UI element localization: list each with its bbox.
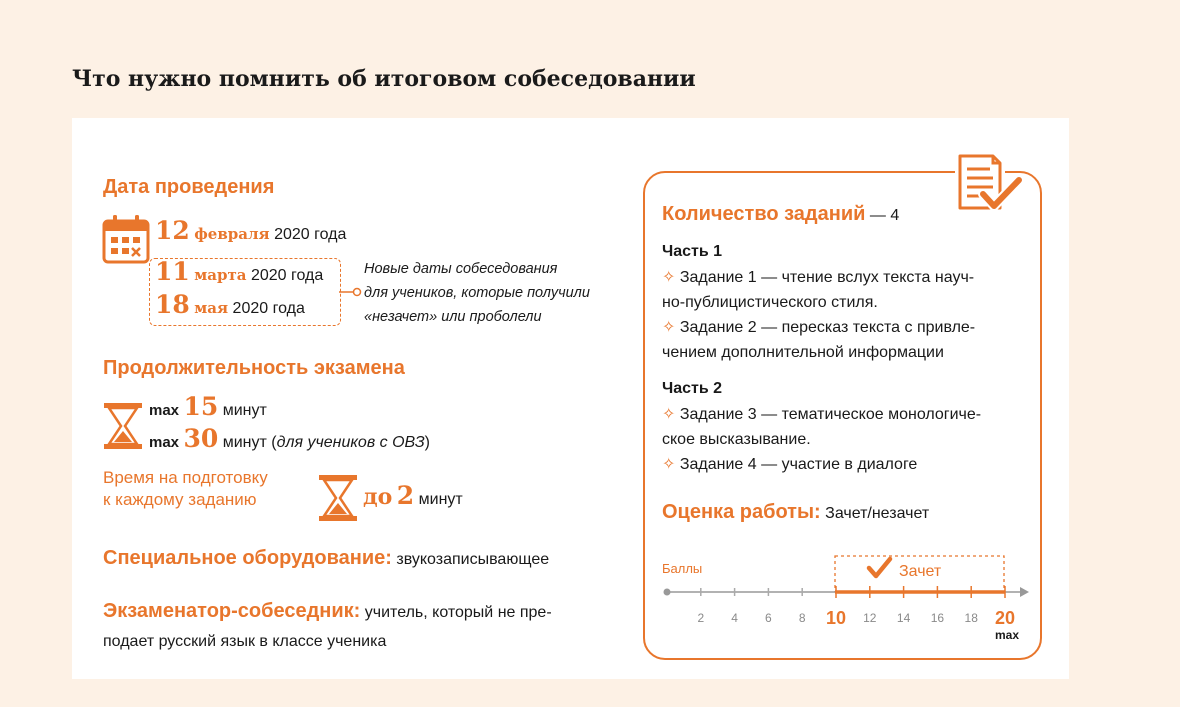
extra-date-day: 18 [155,290,190,319]
task-text: Задание 1 — чтение вслух текста науч- [679,269,975,286]
scale-label: Баллы [662,561,703,576]
duration-value: 15 [183,392,219,421]
scale-tick-label: 16 [930,611,945,625]
hourglass-icon [318,474,358,522]
bullet-icon: ✧ [662,406,676,423]
check-icon [869,559,890,576]
connector-icon [339,286,363,298]
equipment-label: Специальное оборудование: [103,547,392,569]
prep-time-value [363,481,463,510]
task-text: Задание 3 — тематическое монологиче- [679,406,982,423]
ovz-note: для учеников с ОВЗ [276,434,425,451]
extra-date-month: мая [194,299,229,317]
scale-tick-label: 2 [697,611,705,625]
duration-row-ovz [149,424,430,453]
main-date-year: 2020 года [274,226,347,243]
hourglass-icon [103,402,143,450]
calendar-icon [102,214,150,264]
bullet-icon: ✧ [662,269,676,286]
prep-prefix: до [363,484,393,510]
tasks-count: — 4 [869,207,900,224]
extra-date-year: 2020 года [250,267,324,284]
scale-tick-label: 6 [765,611,772,625]
tasks-heading: Количество заданий [662,203,866,225]
scale-tick-label: 4 [731,611,738,625]
score-scale [655,548,1035,648]
task-1 [662,265,974,315]
task-4 [662,452,917,477]
scale-tick-label: 8 [798,611,806,625]
part-2-label: Часть 2 [662,380,723,397]
task-text: Задание 2 — пересказ текста с привле- [679,319,976,336]
duration-row [149,392,267,421]
note-line: «незачет» или проболели [364,309,542,325]
main-date-day: 12 [155,216,190,245]
task-2 [662,315,975,365]
paren-open: ( [271,434,277,451]
duration-unit: минут [222,402,267,419]
extra-date-1 [155,257,323,286]
main-date [155,216,346,245]
prep-line: Время на подготовку [103,468,268,487]
extra-date-year: 2020 года [232,300,305,317]
task-text: но-публицистического стиля. [662,294,878,311]
max-label: max [149,402,180,419]
evaluation-heading: Оценка работы: [662,501,821,523]
prep-line: к каждому заданию [103,490,257,509]
duration-value: 30 [183,424,219,453]
scale-tick-label: 18 [964,611,978,625]
equipment-line [103,547,549,570]
bullet-icon: ✧ [662,456,676,473]
paren-close: ) [424,434,430,451]
scale-tick-label: 20 [994,608,1016,628]
note-line: для учеников, которые получили [364,285,590,301]
scale-tick-label: 14 [896,611,911,625]
extra-date-month: марта [194,266,247,284]
examiner-line-2: подает русский язык в классе ученика [103,633,387,650]
extra-date-day: 11 [155,257,190,286]
scale-tick-label: 10 [825,608,847,628]
page-title: Что нужно помнить об итоговом собеседовании [72,66,696,92]
extra-date-2 [155,290,305,319]
tasks-heading-line [662,203,899,226]
pass-label: Зачет [899,563,942,580]
task-text: ское высказывание. [662,431,811,448]
evaluation-line [662,501,929,524]
prep-time-label [103,467,268,511]
new-dates-note [364,257,590,329]
task-3 [662,402,981,452]
max-label: max [149,434,180,451]
examiner-value: учитель, который не пре- [364,604,552,621]
duration-unit: минут [222,434,267,451]
prep-unit: минут [418,491,463,508]
part-1-label: Часть 1 [662,243,723,260]
axis-start [664,589,671,596]
max-label: max [994,628,1020,642]
main-date-month: февраля [194,225,270,243]
note-line: Новые даты собеседования [364,261,558,277]
bullet-icon: ✧ [662,319,676,336]
task-text: чением дополнительной информации [662,344,944,361]
prep-value: 2 [396,481,415,510]
examiner-line [103,600,552,623]
task-text: Задание 4 — участие в диалоге [679,456,918,473]
duration-heading: Продолжительность экзамена [103,357,405,379]
checklist-icon [953,152,1025,218]
evaluation-value: Зачет/незачет [825,505,930,522]
examiner-label: Экзаменатор-собеседник: [103,600,361,622]
axis-arrow-icon [1020,587,1029,597]
scale-tick-label: 12 [863,611,877,625]
dates-heading: Дата проведения [103,176,275,198]
equipment-value: звукозаписывающее [396,551,550,568]
